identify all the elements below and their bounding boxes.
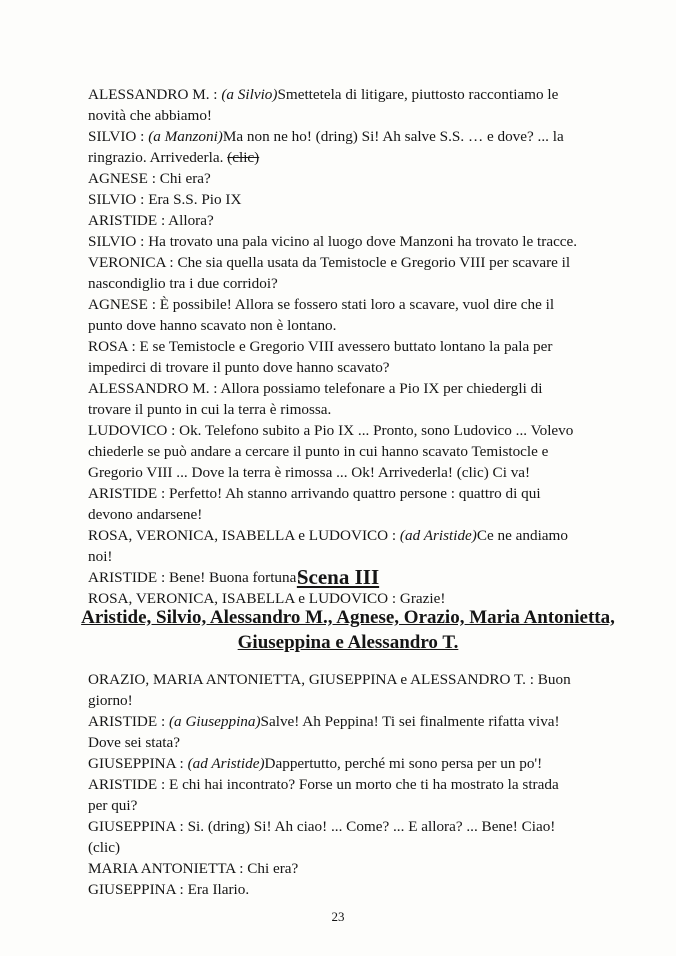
dialogue-line: novità che abbiamo!	[88, 107, 212, 124]
dialogue-line: trovare il punto in cui la terra è rimossa.	[88, 401, 332, 418]
dialogue-line: ARISTIDE : (a Giuseppina)Salve! Ah Peppina! Ti sei finalmente rifatta viva!	[88, 713, 560, 730]
scene-3-dialogue	[88, 669, 608, 900]
dialogue-line: Gregorio VIII ... Dove la terra è rimossa ... Ok! Arrivederla! (clic) Ci va!	[88, 464, 531, 481]
dialogue-line: ROSA, VERONICA, ISABELLA e LUDOVICO : Grazie!	[88, 590, 446, 607]
dialogue-line: nascondiglio tra i due corridoi?	[88, 275, 278, 292]
dialogue-line: ORAZIO, MARIA ANTONIETTA, GIUSEPPINA e ALESSANDRO T. : Buon	[88, 671, 571, 688]
dialogue-line: SILVIO : (a Manzoni)Ma non ne ho! (dring) Si! Ah salve S.S. … e dove? ... la	[88, 128, 564, 145]
dialogue-line: ROSA : E se Temistocle e Gregorio VIII avessero buttato lontano la pala per	[88, 338, 553, 355]
stage-direction: (a Giuseppina)	[169, 713, 261, 730]
dialogue-line: devono andarsene!	[88, 506, 203, 523]
stage-direction: (a Silvio)	[221, 86, 278, 103]
struck-text: (clic)	[227, 149, 260, 166]
dialogue-line: ARISTIDE : Bene! Buona fortuna!	[88, 569, 302, 586]
scene-title: Scena III	[296, 565, 380, 589]
dialogue-line: Dove sei stata?	[88, 734, 180, 751]
dialogue-line: LUDOVICO : Ok. Telefono subito a Pio IX ... Pronto, sono Ludovico ... Volevo	[88, 422, 574, 439]
dialogue-line: AGNESE : Chi era?	[88, 170, 211, 187]
dialogue-line: chiederle se può andare a cercare il punto in cui hanno scavato Temistocle e	[88, 443, 549, 460]
dialogue-line: ALESSANDRO M. : (a Silvio)Smettetela di litigare, piuttosto raccontiamo le	[88, 86, 559, 103]
dialogue-line: SILVIO : Ha trovato una pala vicino al luogo dove Manzoni ha trovato le tracce.	[88, 233, 578, 250]
dialogue-line: MARIA ANTONIETTA : Chi era?	[88, 860, 299, 877]
scene-2-dialogue	[88, 84, 608, 609]
dialogue-line: impedirci di trovare il punto dove hanno scavato?	[88, 359, 390, 376]
dialogue-line: ARISTIDE : E chi hai incontrato? Forse un morto che ti ha mostrato la strada	[88, 776, 559, 793]
dialogue-line: GIUSEPPINA : (ad Aristide)Dappertutto, perché mi sono persa per un po'!	[88, 755, 543, 772]
dialogue-line: per qui?	[88, 797, 138, 814]
dialogue-line: AGNESE : È possibile! Allora se fossero stati loro a scavare, vuol dire che il	[88, 296, 555, 313]
stage-direction: (ad Aristide)	[187, 755, 265, 772]
dialogue-line: noi!	[88, 548, 113, 565]
dialogue-line: punto dove hanno scavato non è lontano.	[88, 317, 337, 334]
dialogue-line: SILVIO : Era S.S. Pio IX	[88, 191, 242, 208]
stage-direction: (ad Aristide)	[399, 527, 477, 544]
dialogue-line: ARISTIDE : Perfetto! Ah stanno arrivando quattro persone : quattro di qui	[88, 485, 541, 502]
dialogue-line: VERONICA : Che sia quella usata da Temistocle e Gregorio VIII per scavare il	[88, 254, 571, 271]
cast-list	[80, 605, 616, 655]
dialogue-line: ROSA, VERONICA, ISABELLA e LUDOVICO : (ad Aristide)Ce ne andiamo	[88, 527, 568, 544]
cast-line: Aristide, Silvio, Alessandro M., Agnese, Orazio, Maria Antonietta,	[81, 607, 615, 628]
dialogue-line: giorno!	[88, 692, 133, 709]
dialogue-line: ARISTIDE : Allora?	[88, 212, 214, 229]
dialogue-line: (clic)	[88, 839, 121, 856]
dialogue-line: GIUSEPPINA : Si. (dring) Si! Ah ciao! ... Come? ... E allora? ... Bene! Ciao!	[88, 818, 556, 835]
dialogue-line: GIUSEPPINA : Era Ilario.	[88, 881, 250, 898]
page-number: 23	[331, 909, 345, 924]
dialogue-line: ringrazio. Arrivederla. (clic)	[88, 149, 260, 166]
stage-direction: (a Manzoni)	[148, 128, 223, 145]
cast-line: Giuseppina e Alessandro T.	[237, 632, 459, 653]
dialogue-line: ALESSANDRO M. : Allora possiamo telefonare a Pio IX per chiedergli di	[88, 380, 543, 397]
